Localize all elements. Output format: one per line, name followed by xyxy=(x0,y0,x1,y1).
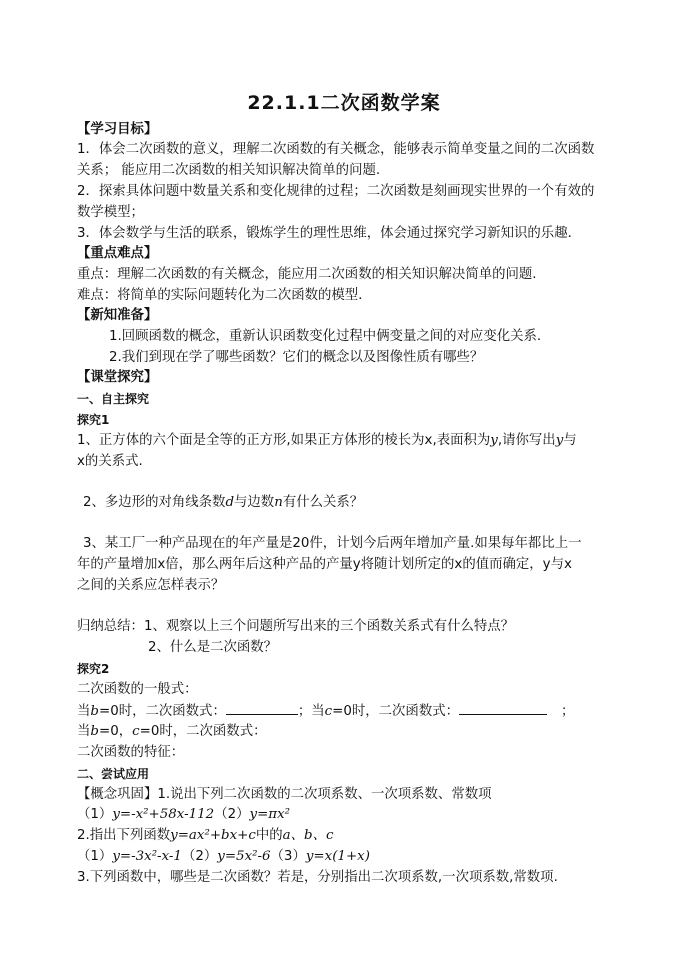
summary-1: 归纳总结：1、观察以上三个问题所写出来的三个函数关系式有什么特点？ xyxy=(77,619,515,634)
summary-2: 2、什么是二次函数？ xyxy=(148,640,278,655)
question-2: 2、多边形的对角线条数d与边数n有什么关系？ xyxy=(83,495,364,510)
exercise-2-items: （1）y=-3x²-x-1（2）y=5x²-6（3）y=x(1+x) xyxy=(77,849,370,864)
features: 二次函数的特征： xyxy=(77,745,185,760)
exercise-2: 2.指出下列函数y=ax²+bx+c中的a、b、c xyxy=(77,828,334,843)
preparation-heading: 【新知准备】 xyxy=(77,308,158,323)
explore-2-heading: 探究2 xyxy=(77,662,110,676)
goal-3: 3．体会数学与生活的联系，锻炼学生的理性思维，体会通过探究学习新知识的乐趣． xyxy=(77,226,581,241)
preparation-item-1: 1.回顾函数的概念，重新认识函数变化过程中俩变量之间的对应变化关系. xyxy=(109,329,542,344)
question-1-line-2: x的关系式. xyxy=(77,454,143,469)
case-b-or-c-zero: 当b=0时，二次函数式： ；当c=0时，二次函数式： ； xyxy=(77,704,575,719)
difficulty: 难点：将简单的实际问题转化为二次函数的模型． xyxy=(77,288,372,303)
question-3-line-1: 3、某工厂一种产品现在的年产量是20件，计划今后两年增加产量.如果每年都比上一 xyxy=(83,536,582,551)
question-3-line-2: 年的产量增加x倍，那么两年后这种产品的产量y将随计划所定的x的值而确定，y与x xyxy=(77,557,572,572)
part-2-heading: 二、尝试应用 xyxy=(77,767,150,781)
answer-blank[interactable] xyxy=(459,702,547,715)
question-3-line-3: 之间的关系应怎样表示？ xyxy=(77,578,225,593)
learning-goals-heading: 【学习目标】 xyxy=(77,122,158,137)
goal-1-line-1: 1．体会二次函数的意义，理解二次函数的有关概念，能够表示简单变量之间的二次函数 xyxy=(77,142,595,157)
key-points-heading: 【重点难点】 xyxy=(77,246,158,261)
concept-consolidation: 【概念巩固】1.说出下列二次函数的二次项系数、一次项系数、常数项 xyxy=(77,787,492,802)
part-1-heading: 一、自主探究 xyxy=(77,392,150,406)
goal-2-line-1: 2．探索具体问题中数量关系和变化规律的过程；二次函数是刻画现实世界的一个有效的 xyxy=(77,184,595,199)
case-b-and-c-zero: 当b=0，c=0时，二次函数式： xyxy=(77,724,267,739)
answer-blank[interactable] xyxy=(226,702,298,715)
key-point: 重点：理解二次函数的有关概念，能应用二次函数的相关知识解决简单的问题. xyxy=(77,267,537,282)
question-1-line-1: 1、正方体的六个面是全等的正方形,如果正方体形的棱长为x,表面积为y,请你写出y与 xyxy=(77,433,577,448)
goal-1-line-2: 关系； 能应用二次函数的相关知识解决简单的问题. xyxy=(77,163,381,178)
exercise-1-items: （1）y=-x²+58x-112（2）y=πx² xyxy=(77,807,291,822)
general-form: 二次函数的一般式： xyxy=(77,682,198,697)
goal-2-line-2: 数学模型； xyxy=(77,205,144,220)
classroom-explore-heading: 【课堂探究】 xyxy=(77,370,158,385)
document-title: 22.1.1二次函数学案 xyxy=(247,92,441,114)
preparation-item-2: 2.我们到现在学了哪些函数？它们的概念以及图像性质有哪些？ xyxy=(109,350,484,365)
explore-1-heading: 探究1 xyxy=(77,413,110,427)
exercise-3: 3.下列函数中，哪些是二次函数？若是，分别指出二次项系数,一次项系数,常数项. xyxy=(77,870,558,885)
